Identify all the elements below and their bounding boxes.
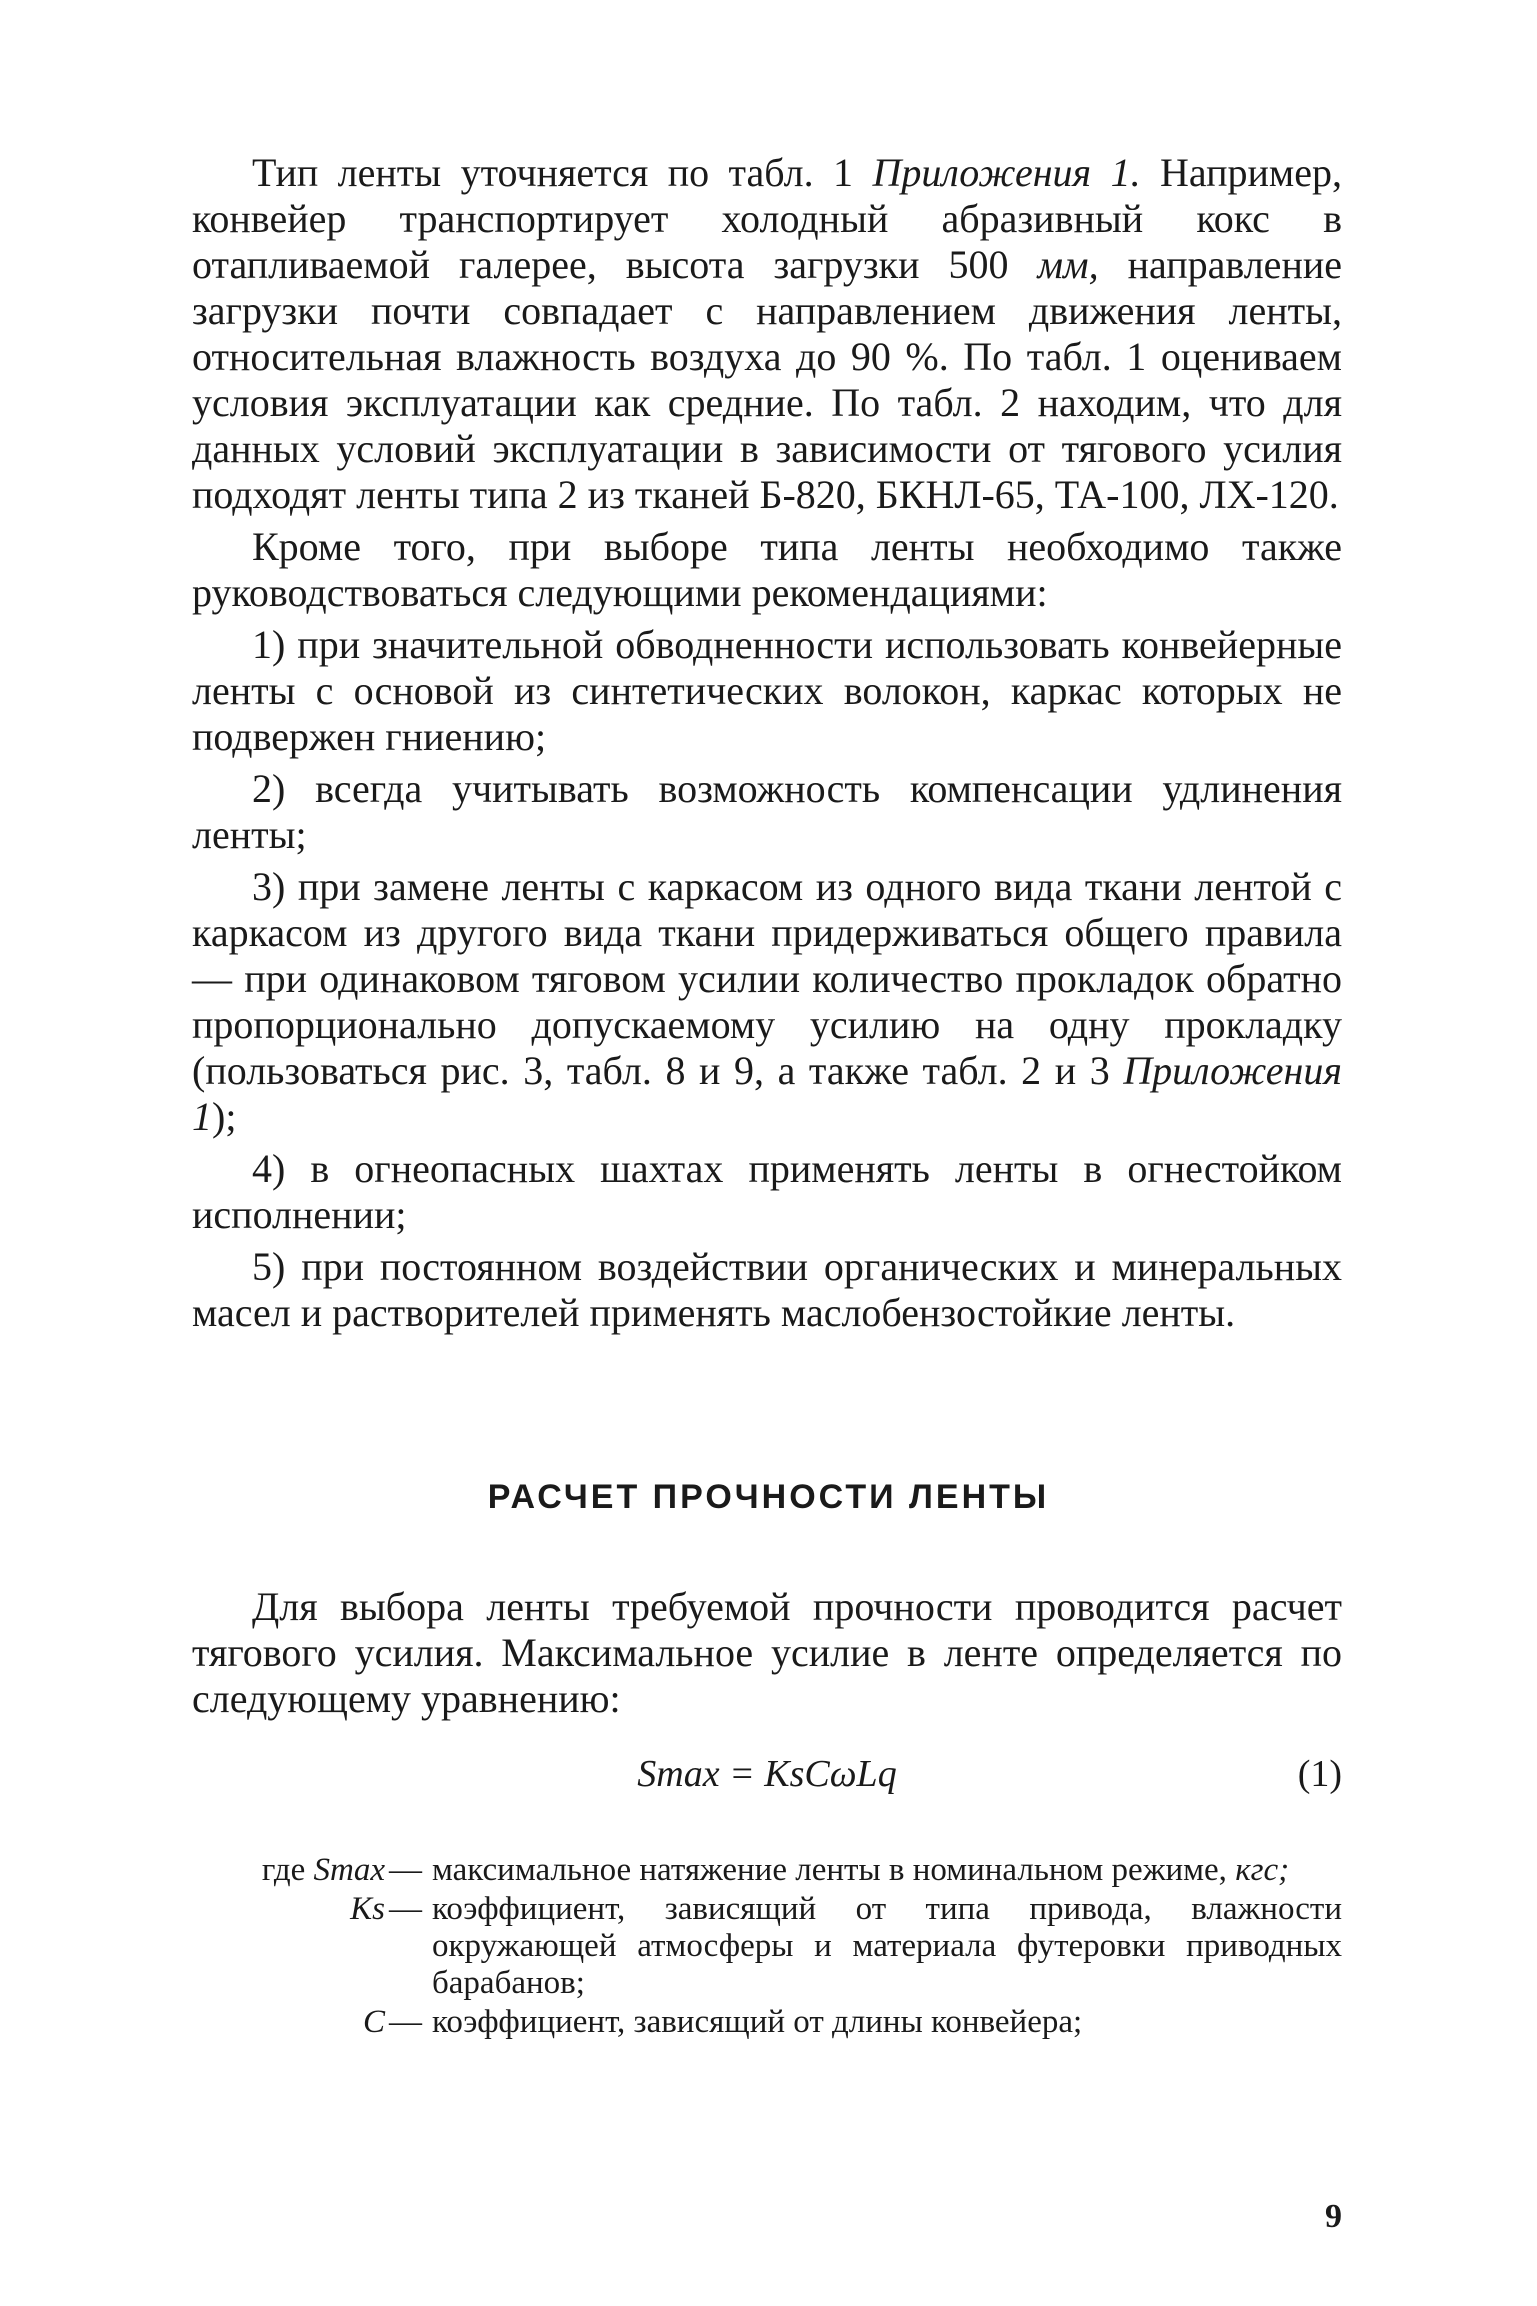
formula — [192, 1752, 1342, 1802]
definition-description: коэффициент, зависящий от типа привода, влажности окружающей атмосферы и материала футеровки приводных барабанов; — [432, 1891, 1342, 2001]
definition-term: где Smax — [261, 1852, 385, 1888]
definition-description: максимальное натяжение ленты в номинальном режиме, кгс; — [432, 1852, 1290, 1888]
paragraph-belt-type: Тип ленты уточняется по табл. 1 Приложения 1. Например, конвейер транспортирует холодный абразивный кокс в отапливаемой галерее, высота загрузки 500 мм, направление загрузки почти совпадает с направлением движения ленты, относительная влажность воздуха до 90 %. По табл. 1 оцениваем условия эксплуатации как средние. По табл. 2 находим, что для данных условий эксплуатации в зависимости от тягового усилия подходят ленты типа 2 из тканей Б-820, БКНЛ-65, ТА-100, ЛХ-120. — [192, 150, 1343, 517]
formula-number: (1) — [1297, 1753, 1342, 1795]
list-item: 2) всегда учитывать возможность компенсации удлинения ленты; — [192, 766, 1342, 857]
definition-smax: где Smax — максимальное натяжение ленты в номинальном режиме, кгс; — [192, 1852, 1342, 1889]
definition-term: Ks — [350, 1891, 385, 1927]
intro-paragraph: Для выбора ленты требуемой прочности проводится расчет тягового усилия. Максимальное усилие в ленте определяется по следующему уравнению: — [192, 1584, 1342, 1721]
list-item: 3) при замене ленты с каркасом из одного вида ткани лентой с каркасом из другого вида ткани придерживаться общего правила — при одинаковом тяговом усилии количество прокладок обратно пропорционально допускаемому усилию на одну прокладку (пользоваться рис. 3, табл. 8 и 9, а также табл. 2 и 3 Приложения 1); — [192, 864, 1342, 1139]
definition-term: C — [362, 2004, 385, 2040]
section-heading: РАСЧЕТ ПРОЧНОСТИ ЛЕНТЫ — [487, 1478, 1050, 1516]
list-item: 4) в огнеопасных шахтах применять ленты в огнестойком исполнении; — [192, 1146, 1342, 1237]
list-item: 1) при значительной обводненности использовать конвейерные ленты с основой из синтетических волокон, каркас которых не подвержен гниению; — [192, 622, 1342, 759]
list-item: 5) при постоянном воздействии органических и минеральных масел и растворителей применять маслобензостойкие ленты. — [192, 1244, 1342, 1335]
paragraph-recommendations-intro: Кроме того, при выборе типа ленты необходимо также руководствоваться следующими рекомендациями: — [192, 524, 1342, 615]
definition-c: C — коэффициент, зависящий от длины конвейера; — [192, 2004, 1342, 2041]
formula-expression: Smax = KsCωLq — [637, 1753, 897, 1795]
definitions-list — [192, 1852, 1342, 2043]
body-text — [192, 150, 1342, 1342]
definition-ks: Ks — коэффициент, зависящий от типа привода, влажности окружающей атмосферы и материала футеровки приводных барабанов; — [192, 1891, 1342, 2002]
page-number: 9 — [1325, 2198, 1342, 2235]
intro-text — [192, 1584, 1342, 1722]
definition-description: коэффициент, зависящий от длины конвейера; — [432, 2004, 1083, 2040]
